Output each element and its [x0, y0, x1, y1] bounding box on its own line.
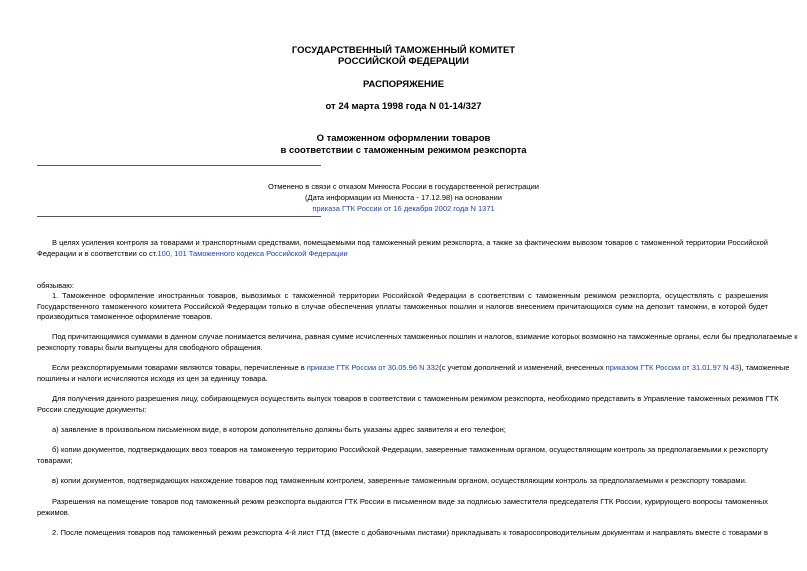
- paragraph-reexport-goods: Если реэкспортируемыми товарами являются товары, перечисленные в приказе ГТК России от 30.05.96 N 332(с учетом дополнений и изменений, внесенных приказом ГТК России от 31.01.97 N 43), таможенные пошлины и налоги исчисляются исходя из цен за единицу товара.: [37, 363, 790, 383]
- issuing-authority: ГОСУДАРСТВЕННЫЙ ТАМОЖЕННЫЙ КОМИТЕТ РОССИЙСКОЙ ФЕДЕРАЦИИ: [291, 45, 516, 67]
- paragraph-obliges: обязываю:: [37, 281, 74, 290]
- divider-bottom: [37, 216, 321, 217]
- paragraph-permits-issued: Разрешения на помещение товаров под таможенный режим реэкспорта выдаются ГТК России в письменном виде за подписью заместителя председателя ГТК России, курирующего вопросы таможенных режимов.: [37, 497, 768, 517]
- order-332-link[interactable]: приказе ГТК России от 30.05.96 N 332: [306, 363, 440, 372]
- paragraph-item-2: 2. После помещения товаров под таможенный режим реэкспорта 4-й лист ГТД (вместе с добавочными листами) прикладывать к товаросопроводительным документам и направлять вместе с товарами в: [52, 528, 768, 537]
- paragraph-item-b: б) копии документов, подтверждающих ввоз товаров на таможенную территорию Российской Федерации, заверенные таможенным органом, осуществляющим контроль за предполагаемыми к реэкспорту товарами;: [37, 445, 768, 465]
- document-type: РАСПОРЯЖЕНИЕ: [362, 79, 445, 90]
- paragraph-permit: Для получения данного разрешения лицу, собирающемуся осуществить выпуск товаров в соответствии с таможенным режимом реэкспорта, необходимо представить в Управление таможенных режимов ГТК России следующие документы:: [37, 394, 779, 414]
- paragraph-sums: Под причитающимися суммами в данном случае понимается величина, равная сумме исчисленных таможенных пошлин и налогов, взимание которых возможно на таможенные органы, если бы предполагаемые к реэкспорту товары были выпущены для свободного обращения.: [37, 332, 798, 352]
- paragraph-item-c: в) копии документов, подтверждающих нахождение товаров под таможенным контролем, заверенные таможенным органом, осуществляющим контроль за предполагаемыми к реэкспорту товарами.: [52, 476, 747, 485]
- document-date-number: от 24 марта 1998 года N 01-14/327: [325, 101, 482, 112]
- cancellation-note: Отменено в связи с отказом Минюста России в государственной регистрации (Дата информации из Минюста - 17.12.98) на основании приказа ГТК России от 16 декабря 2002 года N 1371: [268, 182, 539, 213]
- divider-top: [37, 165, 321, 166]
- cancellation-order-link[interactable]: приказа ГТК России от 16 декабря 2002 года N 1371: [312, 204, 495, 213]
- paragraph-item-1: 1. Таможенное оформление иностранных товаров, вывозимых с таможенной территории Российской Федерации в соответствии с таможенным режимом реэкспорта, осуществлять с разрешения Государственного таможенного комитета Российской Федерации только в случае обеспечения уплаты таможенных пошлин и налогов внесением причитающихся сумм на депозит таможни, в которой будет производиться таможенное оформление товаров.: [37, 291, 768, 321]
- customs-code-link[interactable]: 100, 101 Таможенного кодекса Российской Федерации: [157, 248, 348, 258]
- order-43-link[interactable]: приказом ГТК России от 31.01.97 N 43: [605, 363, 739, 372]
- paragraph-preamble: В целях усиления контроля за товарами и транспортными средствами, помещаемыми под таможенный режим реэкспорта, а также за фактическим вывозом товаров с таможенной территории Российской Федерации и в соответствии со ст.100, 101 Таможенного кодекса Российской Федерации: [37, 238, 768, 258]
- document-title: О таможенном оформлении товаров в соответствии с таможенным режимом реэкспорта: [280, 133, 527, 156]
- paragraph-item-a: а) заявление в произвольном письменном виде, в котором дополнительно должны быть указаны адрес заявителя и его телефон;: [52, 425, 506, 434]
